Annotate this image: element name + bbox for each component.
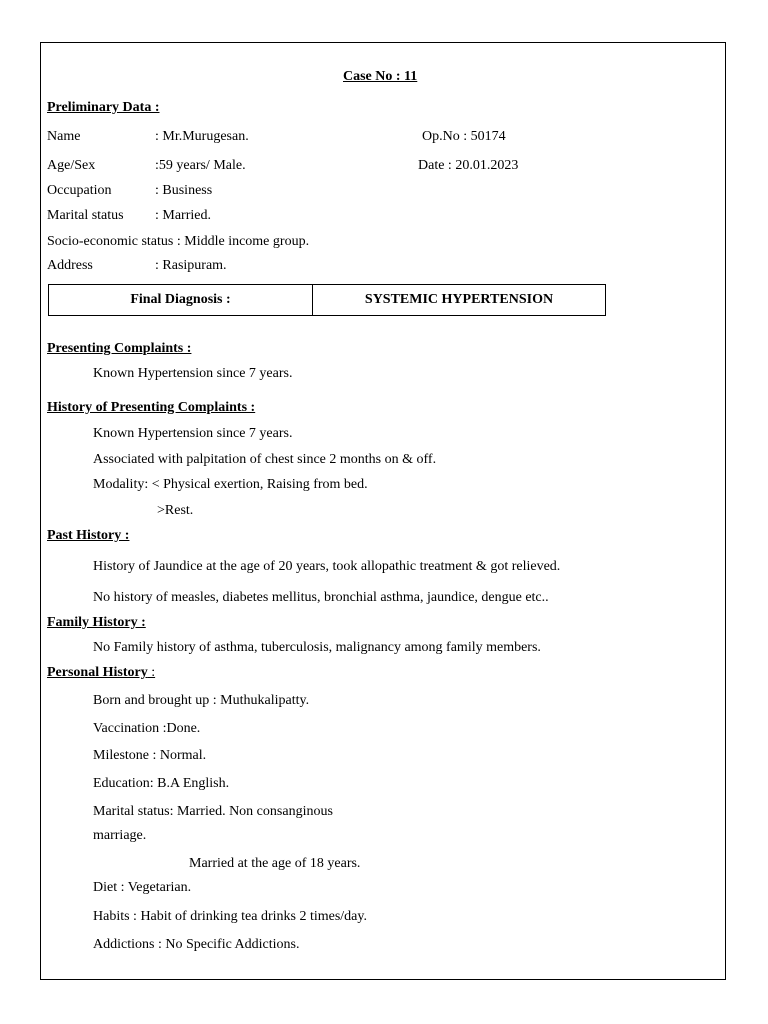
personal-history-heading-colon: :	[147, 665, 156, 680]
personal-history-heading-text: Personal History	[47, 665, 148, 680]
presenting-complaints-heading: Presenting Complaints :	[47, 341, 192, 356]
past-history-heading: Past History :	[47, 528, 130, 543]
milestone: Milestone : Normal.	[93, 748, 207, 763]
date: Date : 20.01.2023	[418, 158, 519, 173]
hopc-line-2: Associated with palpitation of chest since 2 months on & off.	[93, 452, 437, 467]
family-history-line: No Family history of asthma, tuberculosis, malignancy among family members.	[93, 640, 541, 655]
presenting-complaint-line: Known Hypertension since 7 years.	[93, 366, 293, 381]
age-sex-value: :59 years/ Male.	[155, 158, 246, 173]
education: Education: B.A English.	[93, 776, 230, 791]
occupation-label: Occupation	[47, 183, 112, 198]
op-number: Op.No : 50174	[422, 129, 506, 144]
personal-marital-status-cont: marriage.	[93, 828, 147, 843]
born-and-brought-up: Born and brought up : Muthukalipatty.	[93, 693, 310, 708]
address-value: : Rasipuram.	[155, 258, 227, 273]
family-history-heading: Family History :	[47, 615, 146, 630]
socio-economic-status: Socio-economic status : Middle income group.	[47, 234, 310, 249]
final-diagnosis-value: SYSTEMIC HYPERTENSION	[364, 292, 554, 307]
addictions: Addictions : No Specific Addictions.	[93, 937, 300, 952]
marital-status-label: Marital status	[47, 208, 124, 223]
final-diagnosis-table	[48, 284, 606, 316]
vaccination: Vaccination :Done.	[93, 721, 201, 736]
past-history-line-2: No history of measles, diabetes mellitus, bronchial asthma, jaundice, dengue etc..	[93, 590, 549, 605]
habits: Habits : Habit of drinking tea drinks 2 times/day.	[93, 909, 367, 924]
name-value: : Mr.Murugesan.	[155, 129, 249, 144]
final-diagnosis-label: Final Diagnosis :	[49, 285, 313, 315]
married-age: Married at the age of 18 years.	[189, 856, 361, 871]
hopc-modality: Modality: < Physical exertion, Raising from bed.	[93, 477, 368, 492]
personal-marital-status: Marital status: Married. Non consanginous	[93, 804, 333, 819]
name-label: Name	[47, 129, 81, 144]
past-history-line-1: History of Jaundice at the age of 20 years, took allopathic treatment & got relieved.	[93, 559, 561, 574]
preliminary-heading: Preliminary Data :	[47, 100, 160, 115]
case-title: Case No : 11	[343, 69, 418, 84]
occupation-value: : Business	[155, 183, 213, 198]
hopc-modality-rest: >Rest.	[157, 503, 194, 518]
marital-status-value: : Married.	[155, 208, 211, 223]
age-sex-label: Age/Sex	[47, 158, 96, 173]
personal-history-heading	[47, 665, 155, 681]
diet: Diet : Vegetarian.	[93, 880, 192, 895]
hopc-line-1: Known Hypertension since 7 years.	[93, 426, 293, 441]
hopc-heading: History of Presenting Complaints :	[47, 400, 256, 415]
address-label: Address	[47, 258, 93, 273]
